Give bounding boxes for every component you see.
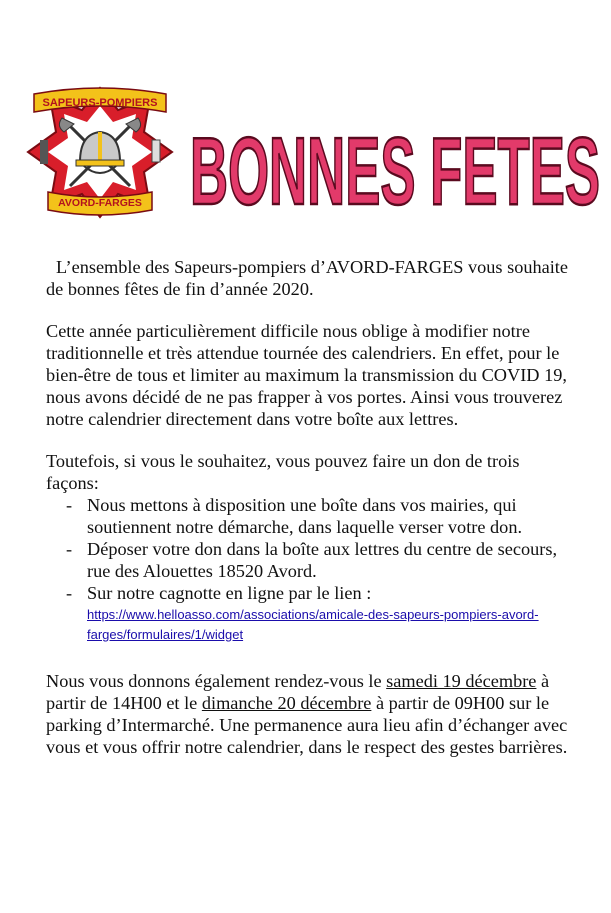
logo-top-text: SAPEURS-POMPIERS xyxy=(42,97,158,109)
title-text: BONNES FETES xyxy=(190,118,600,220)
letter-body xyxy=(46,256,576,758)
donation-option-mailbox: Déposer votre don dans la boîte aux lettres du centre de secours, rue des Alouettes 18520 Avord. xyxy=(87,539,558,581)
lamp-icon xyxy=(152,140,160,162)
top-banner xyxy=(34,88,166,112)
greeting-paragraph: L’ensemble des Sapeurs-pompiers d’AVORD-FARGES vous souhaite de bonnes fêtes de fin d’année 2020. xyxy=(46,257,568,299)
donation-option-online: Sur notre cagnotte en ligne par le lien : xyxy=(87,583,372,603)
page-title xyxy=(186,100,604,220)
list-item xyxy=(46,538,576,582)
list-item xyxy=(46,582,576,645)
fire-brigade-logo xyxy=(20,80,180,225)
appointment-text-1: Nous vous donnons également rendez-vous le xyxy=(46,671,387,691)
date-saturday: samedi 19 décembre xyxy=(386,671,537,691)
list-dash: - xyxy=(66,495,73,515)
date-sunday: dimanche 20 décembre xyxy=(201,693,372,713)
appointment-text-2: à partir de 14H00 et le xyxy=(46,671,550,713)
hose-nozzle-icon xyxy=(40,140,48,164)
list-item xyxy=(46,494,576,538)
list-dash: - xyxy=(66,539,73,559)
donation-option-mairie: Nous mettons à disposition une boîte dans vos mairies, qui soutiennent notre démarche, dans laquelle verser votre don. xyxy=(87,495,523,537)
covid-paragraph: Cette année particulièrement difficile nous oblige à modifier notre traditionnelle et très attendue tournée des calendriers. En effet, pour le bien-être de tous et limiter au maximum la transmission du COVID 19, nous avons décidé de ne pas frapper à vos portes. Ainsi vous trouverez notre calendrier directement dans votre boîte aux lettres. xyxy=(46,321,567,429)
logo-bottom-text: AVORD-FARGES xyxy=(58,197,142,209)
donation-options-list xyxy=(46,494,576,645)
list-dash: - xyxy=(66,583,73,603)
helloasso-link[interactable]: https://www.helloasso.com/associations/amicale-des-sapeurs-pompiers-avord-farges/formulaires/1/widget xyxy=(87,607,539,642)
appointment-paragraph xyxy=(46,670,576,758)
appointment-text-3: à partir de 09H00 sur le parking d’Intermarché. Une permanence aura lieu afin d’échanger avec vous et vous offrir notre calendrier, dans le respect des gestes barrières. xyxy=(46,693,568,757)
donation-intro: Toutefois, si vous le souhaitez, vous pouvez faire un don de trois façons: xyxy=(46,451,520,493)
